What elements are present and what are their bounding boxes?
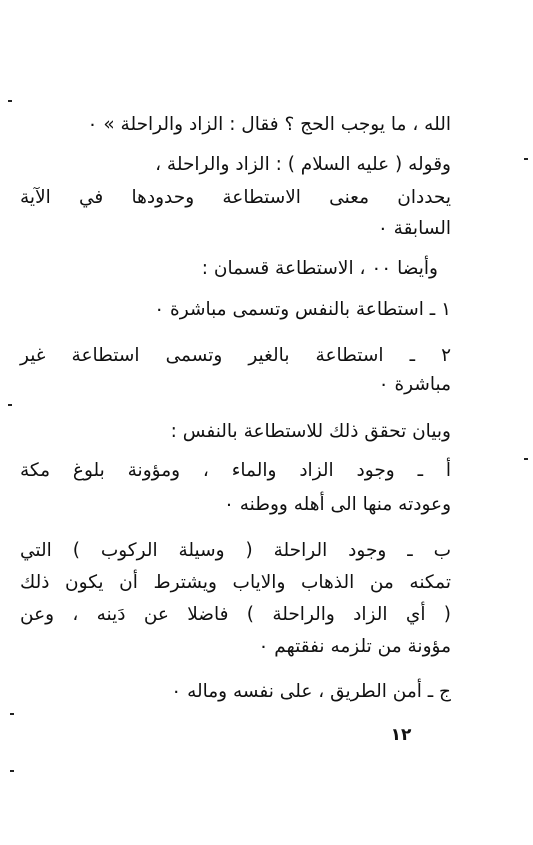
- page-number: ١٢: [390, 725, 412, 745]
- text-line-14: ( أي الزاد والراحلة ) فاضلا عن دَينه ، وعن: [20, 604, 451, 625]
- text-line-13: تمكنه من الذهاب والاياب ويشترط أن يكون ذلك: [20, 572, 451, 593]
- text-line-7: ٢ ـ استطاعة بالغير وتسمى استطاعة غير: [20, 345, 451, 366]
- text-line-6: ١ ـ استطاعة بالنفس وتسمى مباشرة ٠: [154, 299, 451, 320]
- text-line-8: مباشرة ٠: [378, 374, 451, 395]
- text-line-12: ب ـ وجود الراحلة ( وسيلة الركوب ) التي: [20, 540, 451, 561]
- scan-speck: [10, 770, 14, 772]
- text-line-10: أ ـ وجود الزاد والماء ، ومؤونة بلوغ مكة: [20, 460, 451, 481]
- scan-speck: [524, 158, 528, 160]
- text-line-9: وبيان تحقق ذلك للاستطاعة بالنفس :: [170, 421, 451, 442]
- text-line-15: مؤونة من تلزمه نفقتهم ٠: [258, 636, 451, 657]
- text-line-11: وعودته منها الى أهله ووطنه ٠: [223, 494, 451, 515]
- scan-speck: [8, 404, 12, 406]
- scan-speck: [524, 458, 528, 460]
- text-line-4: السابقة ٠: [377, 218, 451, 239]
- text-line-2: وقوله ( عليه السلام ) : الزاد والراحلة ،: [155, 154, 451, 175]
- text-line-3: يحددان معنى الاستطاعة وحدودها في الآية: [20, 187, 451, 208]
- text-line-16: ج ـ أمن الطريق ، على نفسه وماله ٠: [171, 681, 451, 702]
- scan-speck: [10, 713, 14, 715]
- text-line-5: وأيضا ٠٠ ، الاستطاعة قسمان :: [201, 258, 438, 279]
- scan-speck: [8, 100, 12, 102]
- text-line-1: الله ، ما يوجب الحج ؟ فقال : الزاد والراحلة » ٠: [87, 114, 451, 135]
